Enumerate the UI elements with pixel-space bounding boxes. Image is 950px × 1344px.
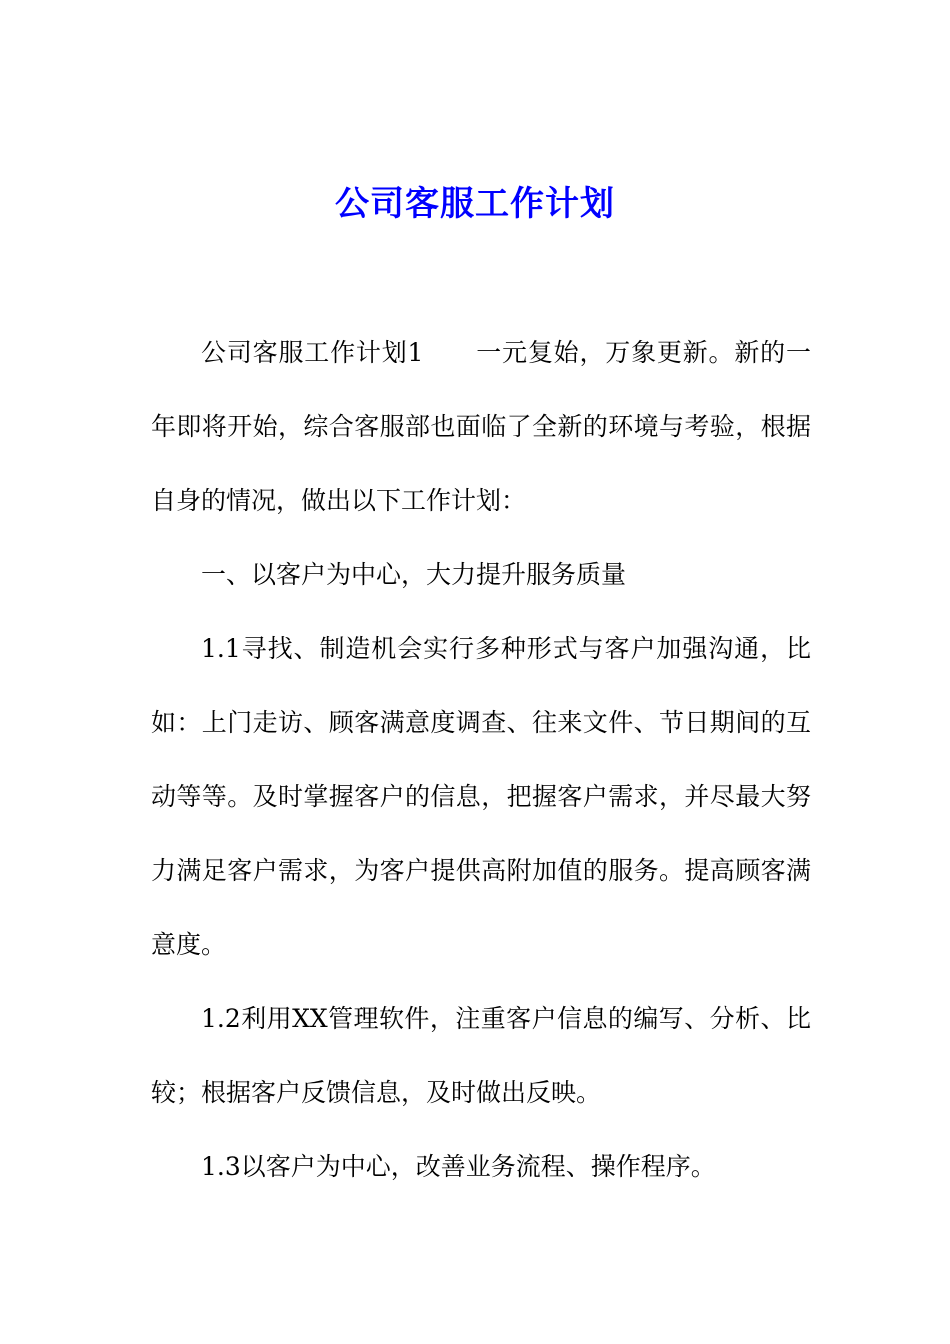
intro-paragraph bbox=[151, 316, 811, 538]
item-1-1: 1.1寻找、制造机会实行多种形式与客户加强沟通，比如：上门走访、顾客满意度调查、往来文件、节日期间的互动等等。及时掌握客户的信息，把握客户需求，并尽最大努力满足客户需求，为客户提供高附加值的服务。提高顾客满意度。 bbox=[151, 634, 811, 959]
intro-heading: 公司客服工作计划1 bbox=[201, 338, 424, 367]
item-1-2: 1.2利用XX管理软件，注重客户信息的编写、分析、比较；根据客户反馈信息，及时做出反映。 bbox=[151, 1004, 811, 1107]
section-1-heading: 一、以客户为中心，大力提升服务质量 bbox=[201, 560, 627, 589]
item-1-3: 1.3以客户为中心，改善业务流程、操作程序。 bbox=[201, 1152, 716, 1181]
intro-text: 一元复始，万象更新。新的一年即将开始，综合客服部也面临了全新的环境与考验，根据自身的情况，做出以下工作计划： bbox=[151, 338, 811, 515]
document-body bbox=[151, 316, 811, 1204]
document-title: 公司客服工作计划 bbox=[335, 184, 615, 224]
